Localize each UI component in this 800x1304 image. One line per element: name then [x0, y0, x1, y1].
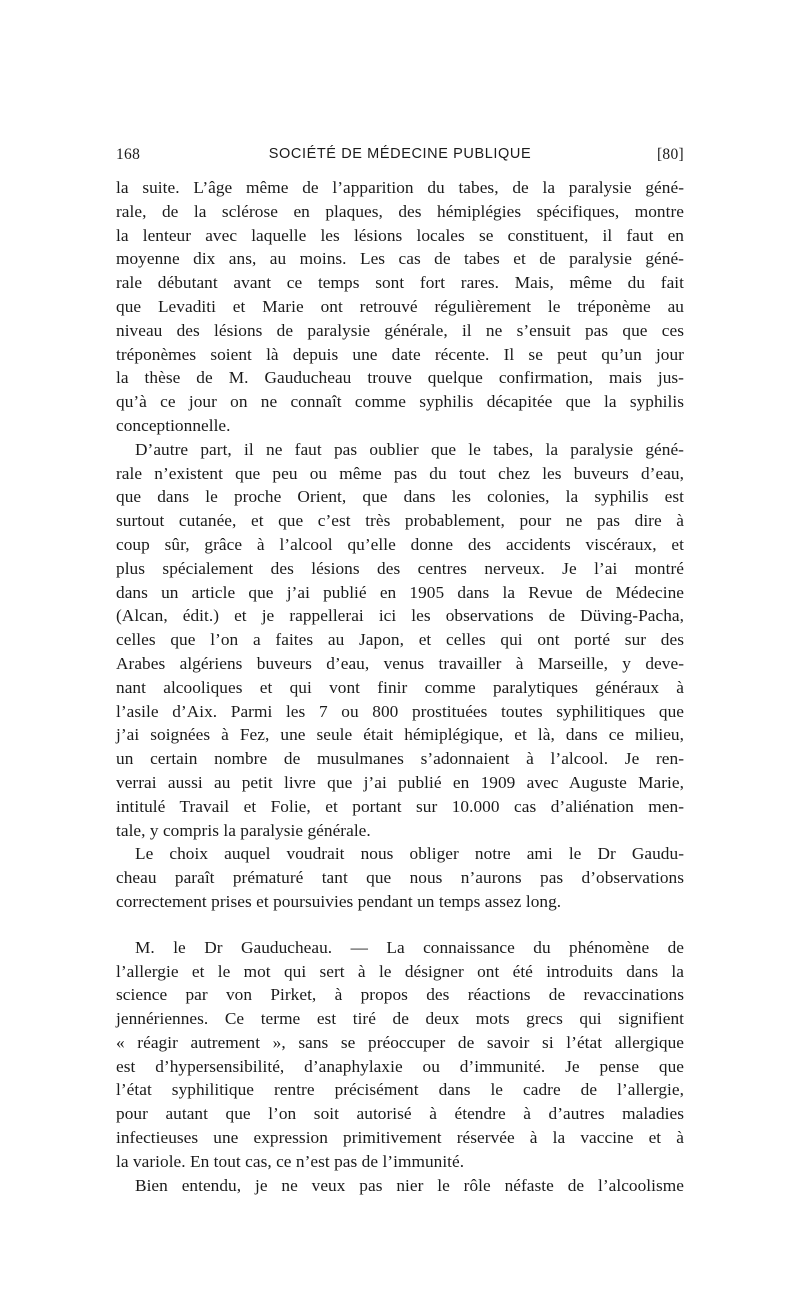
- text-line: nant alcooliques et qui vont finir comme paralytiques généraux à: [116, 677, 684, 697]
- paragraph-alcoholism: [116, 1174, 684, 1198]
- text-line: l’état syphilitique rentre précisément dans le cadre de l’allergie,: [116, 1080, 684, 1100]
- text-line: (Alcan, édit.) et je rappellerai ici les observations de Düving-Pacha,: [116, 606, 684, 626]
- text-line: conceptionnelle.: [116, 415, 231, 435]
- text-line: rale, de la sclérose en plaques, des hémiplégies spécifiques, montre: [116, 201, 684, 221]
- text-line: est d’hypersensibilité, d’anaphylaxie ou d’immunité. Je pense que: [116, 1056, 684, 1076]
- text-line: rale n’existent que peu ou même pas du tout chez les buveurs d’eau,: [116, 463, 684, 483]
- text-line: que Levaditi et Marie ont retrouvé régulièrement le tréponème au: [116, 296, 684, 316]
- text-line: infectieuses une expression primitivement réservée à la vaccine et à: [116, 1128, 684, 1148]
- text-line: un certain nombre de musulmanes s’adonnaient à l’alcool. Je ren-: [116, 749, 684, 769]
- text-line: qu’à ce jour on ne connaît comme syphilis décapitée que la syphilis: [116, 392, 684, 412]
- text-line: intitulé Travail et Folie, et portant sur 10.000 cas d’aliénation men-: [116, 796, 684, 816]
- text-line: que dans le proche Orient, que dans les colonies, la syphilis est: [116, 487, 684, 507]
- text-line: la thèse de M. Gauducheau trouve quelque confirmation, mais jus-: [116, 368, 684, 388]
- text-line: D’autre part, il ne faut pas oublier que le tabes, la paralysie géné-: [135, 439, 684, 459]
- text-line: Bien entendu, je ne veux pas nier le rôle néfaste de l’alcoolisme: [135, 1175, 684, 1195]
- text-line: M. le Dr Gauducheau. — La connaissance du phénomène de: [135, 937, 684, 957]
- paragraph-gauducheau-reply: [116, 936, 684, 1174]
- running-head: [116, 146, 684, 170]
- page-number: 168: [116, 146, 141, 163]
- text-line: cheau paraît prématuré tant que nous n’aurons pas d’observations: [116, 868, 684, 888]
- section-gap: [116, 914, 684, 936]
- text-line: correctement prises et poursuivies pendant un temps assez long.: [116, 891, 562, 911]
- book-page: [116, 146, 684, 1197]
- text-line: la suite. L’âge même de l’apparition du tabes, de la paralysie géné-: [116, 178, 684, 197]
- text-line: celles que l’on a faites au Japon, et celles qui ont porté sur des: [116, 630, 684, 650]
- text-line: l’asile d’Aix. Parmi les 7 ou 800 prostituées toutes syphilitiques que: [116, 701, 684, 721]
- text-line: tale, y compris la paralysie générale.: [116, 820, 371, 840]
- text-line: niveau des lésions de paralysie générale, il ne s’ensuit pas que ces: [116, 320, 684, 340]
- paragraph-alcohol-role: [116, 438, 684, 843]
- text-line: dans un article que j’ai publié en 1905 dans la Revue de Médecine: [116, 582, 684, 602]
- text-line: tréponèmes soient là depuis une date récente. Il se peut qu’un jour: [116, 344, 684, 364]
- paragraph-choice: [116, 842, 684, 913]
- text-line: la lenteur avec laquelle les lésions locales se constituent, il faut en: [116, 225, 684, 245]
- text-line: pour autant que l’on soit autorisé à étendre à d’autres maladies: [116, 1104, 684, 1124]
- text-line: science par von Pirket, à propos des réactions de revaccinations: [116, 985, 684, 1005]
- text-line: moyenne dix ans, au moins. Les cas de tabes et de paralysie géné-: [116, 249, 684, 269]
- text-line: verrai aussi au petit livre que j’ai publié en 1909 avec Auguste Marie,: [116, 772, 684, 792]
- text-line: surtout cutanée, et que c’est très probablement, pour ne pas dire à: [116, 511, 684, 531]
- paragraph-tabes-latency: [116, 176, 684, 438]
- text-line: plus spécialement des lésions des centres nerveux. Je l’ai montré: [116, 558, 684, 578]
- text-line: l’allergie et le mot qui sert à le désigner ont été introduits dans la: [116, 961, 684, 981]
- text-body: [116, 176, 684, 1197]
- text-line: coup sûr, grâce à l’alcool qu’elle donne des accidents viscéraux, et: [116, 534, 684, 554]
- text-line: « réagir autrement », sans se préoccuper de savoir si l’état allergique: [116, 1032, 684, 1052]
- text-line: Le choix auquel voudrait nous obliger notre ami le Dr Gaudu-: [135, 844, 684, 864]
- journal-title: SOCIÉTÉ DE MÉDECINE PUBLIQUE: [268, 146, 532, 162]
- text-line: rale débutant avant ce temps sont fort rares. Mais, même du fait: [116, 273, 684, 293]
- text-line: j’ai soignées à Fez, une seule était hémiplégique, et là, dans ce milieu,: [116, 725, 684, 745]
- text-line: jennériennes. Ce terme est tiré de deux mots grecs qui signifient: [116, 1009, 684, 1029]
- section-number: [80]: [656, 146, 684, 163]
- text-line: Arabes algériens buveurs d’eau, venus travailler à Marseille, y deve-: [116, 653, 684, 673]
- text-line: la variole. En tout cas, ce n’est pas de l’immunité.: [116, 1151, 465, 1171]
